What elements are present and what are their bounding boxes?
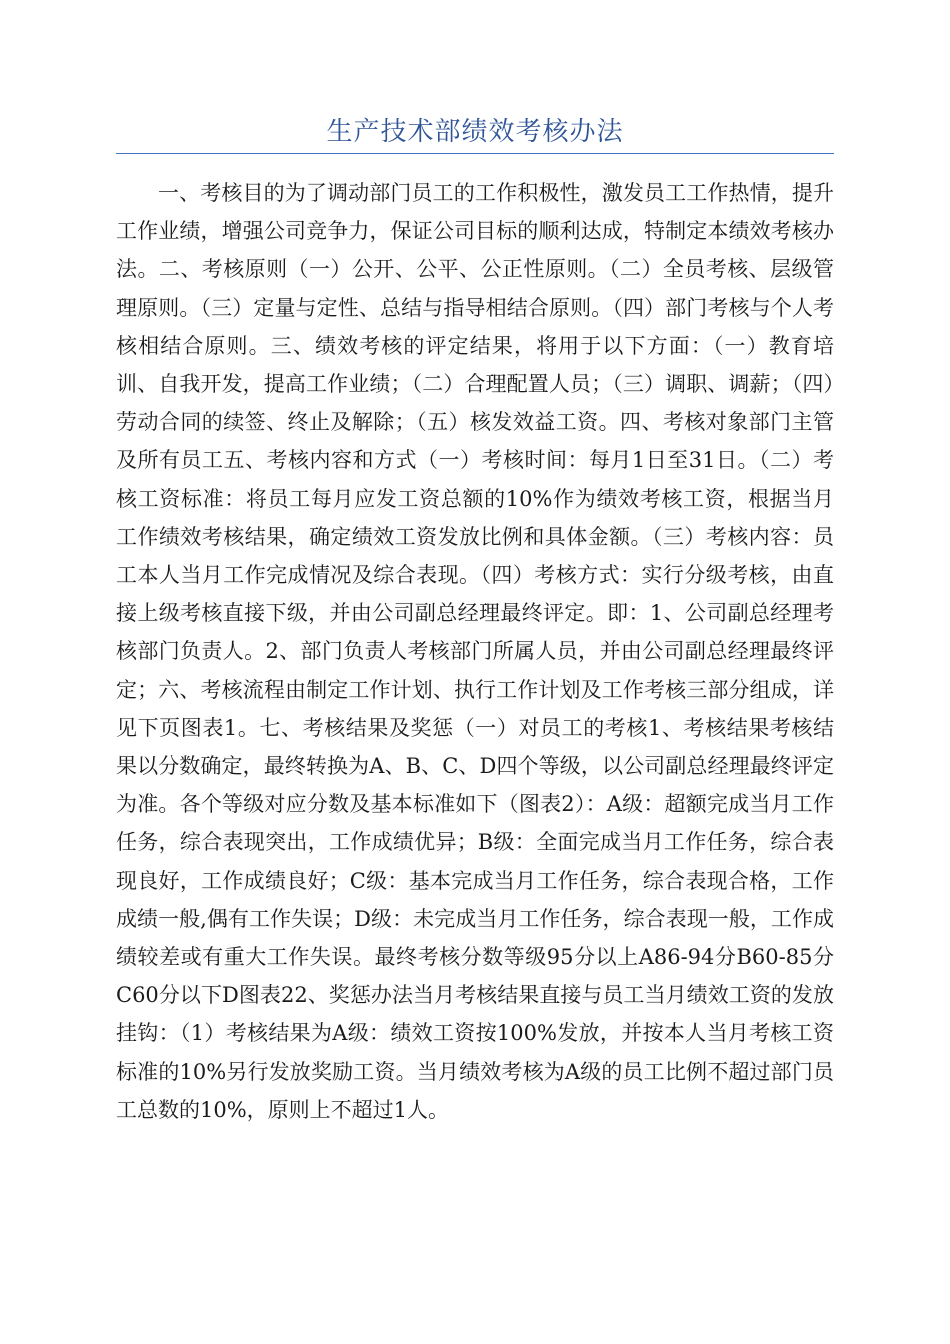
title-underline-rule [116, 153, 834, 154]
document-title: 生产技术部绩效考核办法 [326, 117, 624, 147]
document-body-paragraph: 一、考核目的为了调动部门员工的工作积极性，激发员工工作热情，提升工作业绩，增强公司竞争力，保证公司目标的顺利达成，特制定本绩效考核办法。二、考核原则（一）公开、公平、公正性原则。（二）全员考核、层级管理原则。（三）定量与定性、总结与指导相结合原则。（四）部门考核与个人考核相结合原则。三、绩效考核的评定结果，将用于以下方面：（一）教育培训、自我开发，提高工作业绩；（二）合理配置人员；（三）调职、调薪；（四）劳动合同的续签、终止及解除；（五）核发效益工资。四、考核对象部门主管及所有员工五、考核内容和方式（一）考核时间：每月1日至31日。（二）考核工资标准：将员工每月应发工资总额的10%作为绩效考核工资，根据当月工作绩效考核结果，确定绩效工资发放比例和具体金额。（三）考核内容：员工本人当月工作完成情况及综合表现。（四）考核方式：实行分级考核，由直接上级考核直接下级，并由公司副总经理最终评定。即：1、公司副总经理考核部门负责人。2、部门负责人考核部门所属人员，并由公司副总经理最终评定；六、考核流程由制定工作计划、执行工作计划及工作考核三部分组成，详见下页图表1。七、考核结果及奖惩（一）对员工的考核1、考核结果考核结果以分数确定，最终转换为A、B、C、D四个等级，以公司副总经理最终评定为准。各个等级对应分数及基本标准如下（图表2）：A级：超额完成当月工作任务，综合表现突出，工作成绩优异；B级：全面完成当月工作任务，综合表现良好，工作成绩良好；C级：基本完成当月工作任务，综合表现合格，工作成绩一般,偶有工作失误；D级：未完成当月工作任务，综合表现一般，工作成绩较差或有重大工作失误。最终考核分数等级95分以上A86-94分B60-85分C60分以下D图表22、奖惩办法当月考核结果直接与员工当月绩效工资的发放挂钩：（1）考核结果为A级：绩效工资按100%发放，并按本人当月考核工资标准的10%另行发放奖励工资。当月绩效考核为A级的员工比例不超过部门员工总数的10%，原则上不超过1人。 [116, 181, 834, 1122]
